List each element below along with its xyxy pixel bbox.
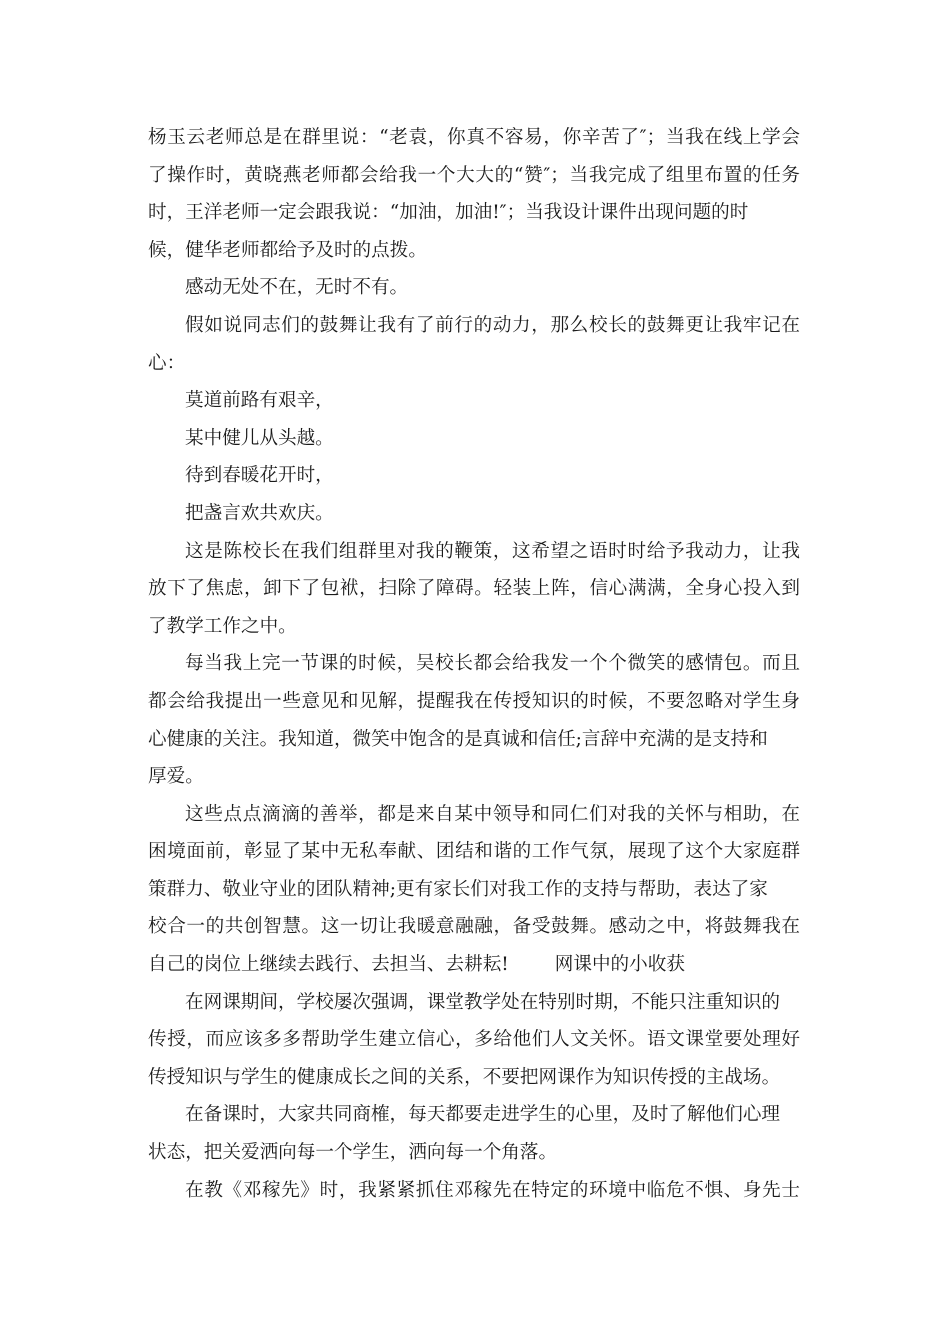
text-line: 了操作时，黄晓燕老师都会给我一个大大的“赞″；当我完成了组里布置的任务 [148, 164, 800, 186]
text-line: 困境面前，彰显了某中无私奉献、团结和谐的工作气氛，展现了这个大家庭群 [148, 841, 800, 863]
paragraph-line: 感动无处不在，无时不有。 [185, 277, 409, 299]
text-line: 杨玉云老师总是在群里说：“老袁，你真不容易，你辛苦了″；当我在线上学会 [148, 127, 800, 148]
text-line: 时，王洋老师一定会跟我说：“加油，加油!″；当我设计课件出现问题的时 [148, 202, 749, 224]
document-page [148, 119, 800, 1209]
text-line: 放下了焦虑，卸下了包袱，扫除了障碍。轻装上阵，信心满满，全身心投入到 [148, 578, 800, 600]
paragraph-line: 这是陈校长在我们组群里对我的鞭策，这希望之语时时给予我动力，让我 [185, 540, 800, 562]
text-line: 传授知识与学生的健康成长之间的关系，不要把网课作为知识传授的主战场。 [148, 1066, 781, 1088]
text-line: 校合一的共创智慧。这一切让我暖意融融，备受鼓舞。感动之中，将鼓舞我在 [148, 916, 800, 938]
poem-line: 把盏言欢共欢庆。 [185, 502, 334, 524]
text-line: 策群力、敬业守业的团队精神;更有家长们对我工作的支持与帮助，表达了家 [148, 878, 768, 900]
text-line: 厚爱。 [148, 766, 204, 788]
poem-line: 待到春暖花开时， [185, 465, 334, 487]
paragraph-line: 假如说同志们的鼓舞让我有了前行的动力，那么校长的鼓舞更让我牢记在 [185, 314, 800, 336]
poem-line: 莫道前路有艰辛， [185, 390, 334, 412]
section-heading: 网课中的小收获 [554, 954, 685, 976]
paragraph-line: 在备课时，大家共同商榷，每天都要走进学生的心里，及时了解他们心理 [185, 1104, 781, 1126]
paragraph-line: 在教《邓稼先》时，我紧紧抓住邓稼先在特定的环境中临危不惧、身先士 [185, 1179, 800, 1201]
poem-line: 某中健儿从头越。 [185, 427, 334, 449]
paragraph-line: 每当我上完一节课的时候，吴校长都会给我发一个个微笑的感情包。而且 [185, 653, 800, 675]
text-line [148, 946, 800, 984]
text-line: 候，健华老师都给予及时的点拨。 [148, 239, 427, 261]
text-line: 了教学工作之中。 [148, 615, 297, 637]
text-line: 状态，把关爱洒向每一个学生，洒向每一个角落。 [148, 1142, 558, 1164]
text-line: 传授，而应该多多帮助学生建立信心，多给他们人文关怀。语文课堂要处理好 [148, 1029, 800, 1051]
paragraph-line: 在网课期间，学校屡次强调，课堂教学处在特别时期，不能只注重知识的 [185, 991, 781, 1013]
text-line: 心： [148, 352, 186, 374]
paragraph-line: 这些点点滴滴的善举，都是来自某中领导和同仁们对我的关怀与相助，在 [185, 803, 800, 825]
text-segment: 自己的岗位上继续去践行、去担当、去耕耘! [148, 954, 509, 976]
text-line: 心健康的关注。我知道，微笑中饱含的是真诚和信任;言辞中充满的是支持和 [148, 728, 768, 750]
text-line: 都会给我提出一些意见和见解，提醒我在传授知识的时候，不要忽略对学生身 [148, 690, 800, 712]
